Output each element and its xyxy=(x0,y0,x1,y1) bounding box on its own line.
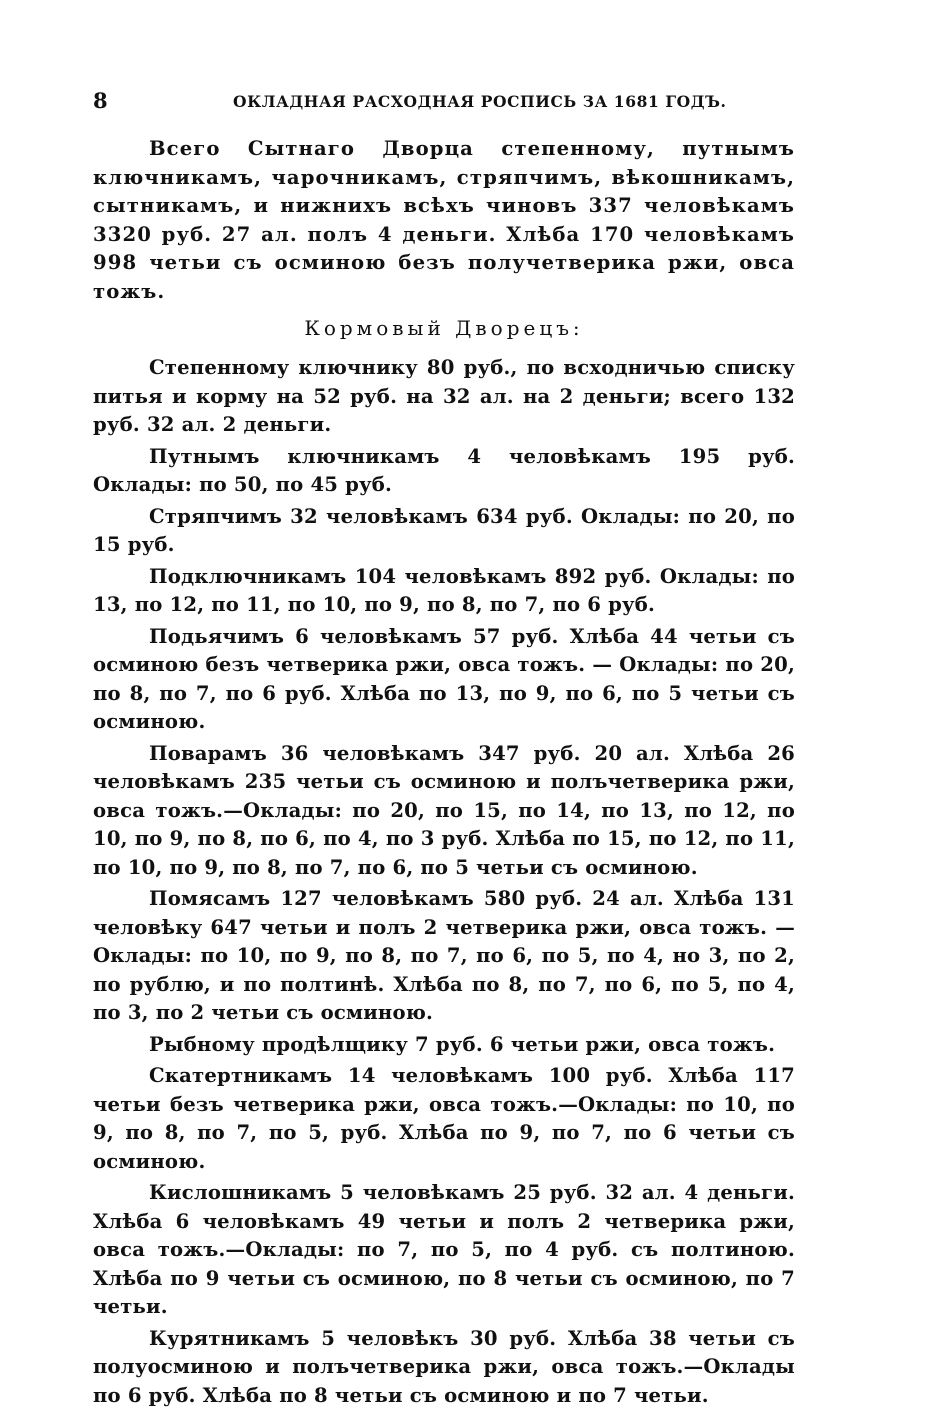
paragraph: Курятникамъ 5 человѣкъ 30 руб. Хлѣба 38 четьи съ полуосминою и полъчетверика ржи, овса тожъ.—Оклады по 6 руб. Хлѣба по 8 четьи съ осминою и по 7 четьи. xyxy=(93,1326,795,1407)
page-body xyxy=(93,135,795,1413)
paragraph: Помясамъ 127 человѣкамъ 580 руб. 24 ал. Хлѣба 131 человѣку 647 четьи и полъ 2 четверика ржи, овса тожъ. —Оклады: по 10, по 9, по 8, по 7, по 6, по 5, по 4, но 3, по 2, по рублю, и по полтинѣ. Хлѣба по 8, по 7, по 6, по 5, по 4, по 3, по 2 четьи съ осминою. xyxy=(93,887,795,1024)
paragraph: Поварамъ 36 человѣкамъ 347 руб. 20 ал. Хлѣба 26 человѣкамъ 235 четьи съ осминою и полъчетверика ржи, овса тожъ.—Оклады: по 20, по 15, по 14, по 13, по 12, по 10, по 9, по 8, по 6, по 4, по 3 руб. Хлѣба по 15, по 12, по 11, по 10, по 9, по 8, по 7, по 6, по 5 четьи съ осминою. xyxy=(93,741,795,879)
running-title: ОКЛАДНАЯ РАСХОДНАЯ РОСПИСЬ ЗА 1681 ГОДЪ. xyxy=(233,92,727,111)
paragraph: Степенному ключнику 80 руб., по всходничью списку питья и корму на 52 руб. на 32 ал. на 2 деньги; всего 132 руб. 32 ал. 2 деньги. xyxy=(93,356,795,436)
page-number: 8 xyxy=(93,88,108,113)
paragraph: Скатертникамъ 14 человѣкамъ 100 руб. Хлѣба 117 четьи безъ четверика ржи, овса тожъ.—Оклады: по 10, по 9, по 8, по 7, по 5, руб. Хлѣба по 9, по 7, по 6 четьи съ осминою. xyxy=(93,1064,795,1173)
paragraph: Подключникамъ 104 человѣкамъ 892 руб. Оклады: по 13, по 12, по 11, по 10, по 9, по 8, по 7, по 6 руб. xyxy=(93,564,795,616)
page-header xyxy=(93,88,793,118)
section-heading: Кормовый Дворецъ: xyxy=(304,316,584,340)
paragraph: Подьячимъ 6 человѣкамъ 57 руб. Хлѣба 44 четьи съ осминою безъ четверика ржи, овса тожъ. — Оклады: по 20, по 8, по 7, по 6 руб. Хлѣба по 13, по 9, по 6, по 5 четьи съ осминою. xyxy=(93,624,795,733)
paragraph: Стряпчимъ 32 человѣкамъ 634 руб. Оклады: по 20, по 15 руб. xyxy=(93,504,795,556)
intro-paragraph: Всего Сытнаго Дворца степенному, путнымъ ключникамъ, чарочникамъ, стряпчимъ, вѣкошникамъ, сытникамъ, и нижнихъ всѣхъ чиновъ 337 человѣкамъ 3320 руб. 27 ал. полъ 4 деньги. Хлѣба 170 человѣкамъ 998 четьи съ осминою безъ получетверика ржи, овса тожъ. xyxy=(93,137,795,303)
paragraph: Путнымъ ключникамъ 4 человѣкамъ 195 руб. Оклады: по 50, по 45 руб. xyxy=(93,444,795,496)
paragraph: Рыбному продѣлщику 7 руб. 6 четьи ржи, овса тожъ. xyxy=(149,1032,776,1056)
paragraph: Кислошникамъ 5 человѣкамъ 25 руб. 32 ал. 4 деньги. Хлѣба 6 человѣкамъ 49 четьи и полъ 2 четверика ржи, овса тожъ.—Оклады: по 7, по 5, по 4 руб. съ полтиною. Хлѣба по 9 четьи съ осминою, по 8 четьи съ осминою, по 7 четьи. xyxy=(93,1181,795,1318)
